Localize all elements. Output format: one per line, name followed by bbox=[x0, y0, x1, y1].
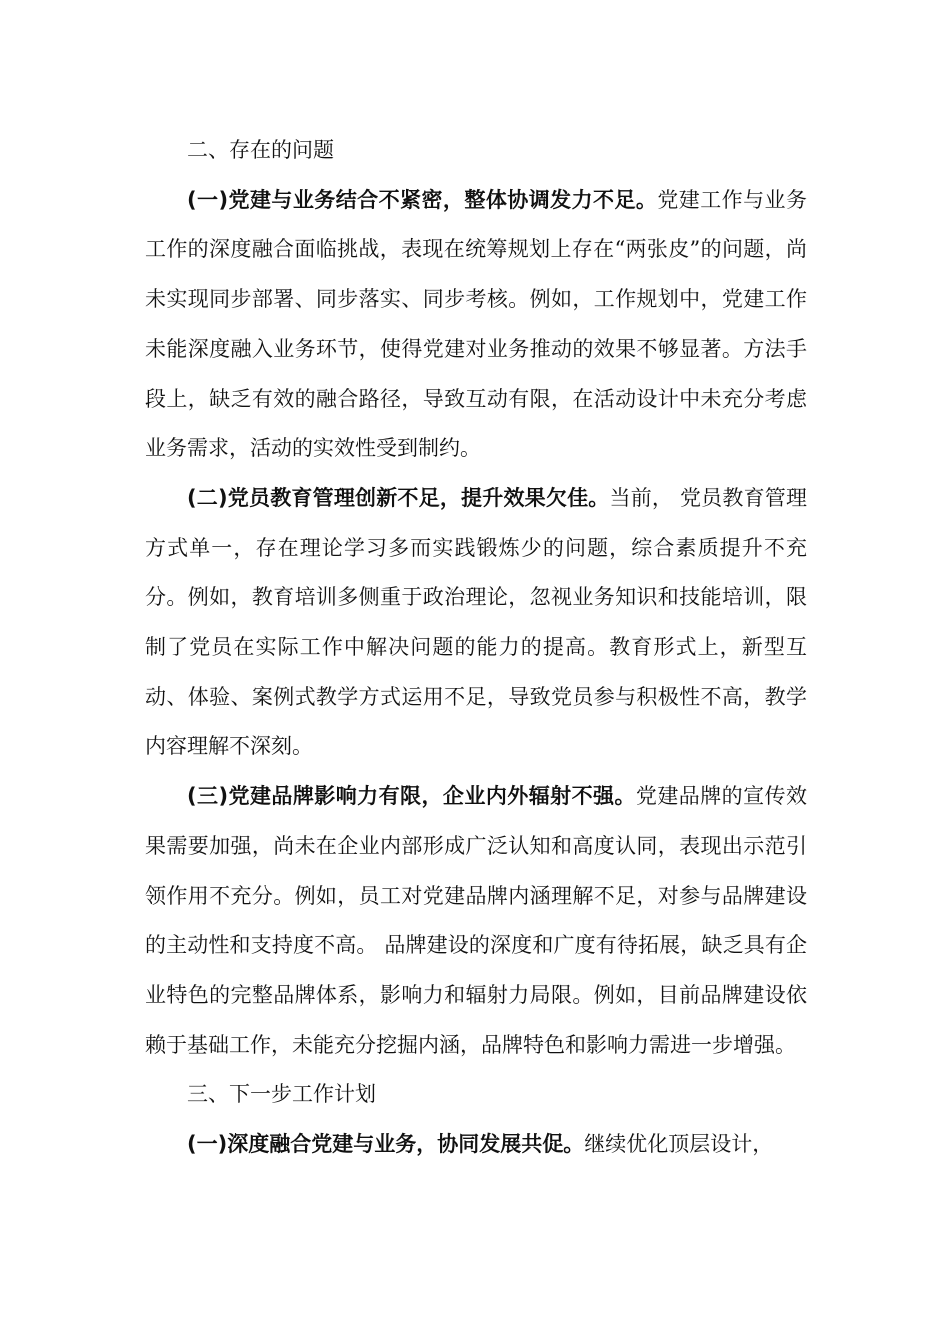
paragraph-plan-1 bbox=[145, 1120, 807, 1170]
paragraph-lead: (二)党员教育管理创新不足，提升效果欠佳。 bbox=[187, 485, 610, 510]
paragraph-lead: (一)党建与业务结合不紧密，整体协调发力不足。 bbox=[187, 187, 658, 212]
paragraph-lead: (三)党建品牌影响力有限，企业内外辐射不强。 bbox=[187, 784, 636, 809]
section-heading-text: 二、存在的问题 bbox=[187, 138, 334, 162]
paragraph-problem-2 bbox=[145, 474, 807, 772]
paragraph-body: 党建工作与业务工作的深度融合面临挑战，表现在统筹规划上存在“两张皮”的问题，尚未实现同步部署、同步落实、同步考核。例如，工作规划中，党建工作未能深度融入业务环节，使得党建对业务推动的效果不够显著。方法手段上，缺乏有效的融合路径，导致互动有限，在活动设计中未充分考虑业务需求，活动的实效性受到制约。 bbox=[145, 187, 807, 461]
document-body bbox=[145, 126, 807, 1170]
paragraph-body: 党建品牌的宣传效果需要加强，尚未在企业内部形成广泛认知和高度认同，表现出示范引领作用不充分。例如，员工对党建品牌内涵理解不足，对参与品牌建设的主动性和支持度不高。 品牌建设的深度和广度有待拓展，缺乏具有企业特色的完整品牌体系，影响力和辐射力局限。例如，目前品牌建设依赖于基础工作，未能充分挖掘内涵，品牌特色和影响力需进一步增强。 bbox=[145, 784, 807, 1057]
section-heading-problems bbox=[145, 126, 807, 176]
paragraph-body: 当前， 党员教育管理方式单一，存在理论学习多而实践锻炼少的问题，综合素质提升不充分。例如，教育培训多侧重于政治理论，忽视业务知识和技能培训，限制了党员在实际工作中解决问题的能力的提高。教育形式上，新型互动、体验、案例式教学方式运用不足，导致党员参与积极性不高，教学内容理解不深刻。 bbox=[145, 485, 807, 759]
section-heading-next-steps bbox=[145, 1070, 807, 1120]
paragraph-problem-3 bbox=[145, 772, 807, 1070]
section-heading-text: 三、下一步工作计划 bbox=[187, 1082, 376, 1107]
paragraph-lead: (一)深度融合党建与业务，协同发展共促。 bbox=[187, 1132, 585, 1157]
paragraph-body: 继续优化顶层设计， bbox=[584, 1132, 774, 1157]
paragraph-problem-1 bbox=[145, 176, 807, 474]
